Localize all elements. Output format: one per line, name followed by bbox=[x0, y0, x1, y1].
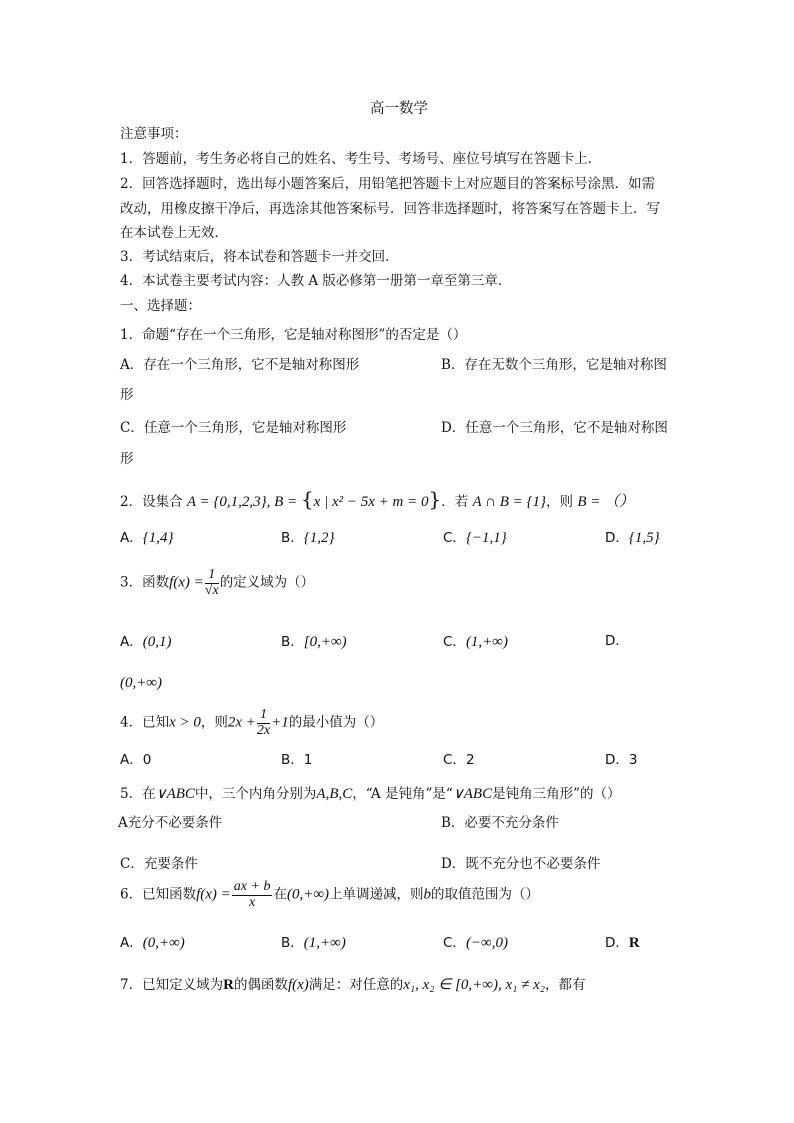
stem-part: ，都有 bbox=[544, 977, 586, 993]
question-3-stem bbox=[120, 568, 314, 598]
option-letter: C． bbox=[443, 752, 466, 768]
stem-part: 的偶函数 bbox=[233, 977, 288, 993]
question-5-option-a: A充分不必要条件 bbox=[118, 815, 223, 831]
option-letter: A． bbox=[120, 935, 143, 951]
question-3-option-d-wrap: (0,+∞) bbox=[120, 675, 163, 691]
question-3-option-d bbox=[605, 633, 629, 649]
option-letter: B． bbox=[281, 752, 304, 768]
question-3-tail: 的定义域为（） bbox=[219, 574, 315, 591]
notice-line: 1．答题前，考生务必将自己的姓名、考生号、考场号、座位号填写在答题卡上． bbox=[120, 151, 602, 167]
option-value: 3 bbox=[628, 752, 638, 768]
stem-part: 5．在 bbox=[120, 786, 156, 802]
question-2-option-d bbox=[605, 529, 660, 547]
question-2-mid: ．若 bbox=[441, 494, 469, 510]
option-value: 2 bbox=[465, 752, 475, 768]
question-4-mid: ，则 bbox=[200, 714, 228, 731]
stem-part: 满足：对任意的 bbox=[308, 977, 404, 993]
option-value: 0 bbox=[142, 752, 152, 768]
expression-part: +1 bbox=[271, 714, 289, 731]
option-letter: B． bbox=[281, 935, 304, 951]
option-letter: D． bbox=[605, 633, 629, 649]
option-letter: C． bbox=[443, 634, 466, 650]
question-6-option-b bbox=[281, 934, 346, 952]
notice-line: 改动，用橡皮擦干净后，再选涂其他答案标号．回答非选择题时，将答案写在答题卡上．写 bbox=[120, 201, 660, 217]
function-name: f(x) = bbox=[169, 574, 204, 591]
question-1-option-d-wrap: 形 bbox=[120, 451, 134, 467]
page-title: 高一数学 bbox=[370, 101, 428, 117]
question-2-b-equals: B = （） bbox=[577, 494, 635, 510]
question-2-tail: ，则 bbox=[546, 494, 574, 510]
stem-part: 在 bbox=[273, 886, 287, 903]
function-name: f(x) bbox=[287, 977, 309, 993]
option-value: {1,2} bbox=[303, 530, 335, 546]
option-value: {−1,1} bbox=[465, 530, 507, 546]
variable: b bbox=[423, 886, 432, 903]
numerator: 1 bbox=[205, 568, 219, 584]
expression-part: 2x + bbox=[227, 714, 256, 731]
stem-part: 7．已知定义域为 bbox=[120, 977, 224, 993]
option-value: [0,+∞) bbox=[303, 634, 347, 650]
option-letter: B． bbox=[281, 634, 304, 650]
question-2-stem bbox=[120, 487, 634, 511]
triangle-symbol: ∨ABC bbox=[155, 786, 195, 802]
question-2-set-a: A = {0,1,2,3}, B = bbox=[186, 494, 301, 510]
question-1-option-a: A．存在一个三角形，它不是轴对称图形 bbox=[120, 357, 360, 373]
option-letter: D． bbox=[605, 752, 629, 768]
option-value: 1 bbox=[303, 752, 313, 768]
question-1-option-b: B．存在无数个三角形，它是轴对称图 bbox=[441, 357, 667, 373]
stem-part: 上单调递减，则 bbox=[329, 886, 424, 903]
question-4-option-d bbox=[605, 752, 638, 768]
triangle-symbol: ∨ABC bbox=[452, 786, 493, 802]
question-5-option-b: B．必要不充分条件 bbox=[441, 815, 559, 831]
question-6-option-c bbox=[443, 934, 508, 952]
option-value: (1,+∞) bbox=[303, 935, 346, 951]
question-4-option-a bbox=[120, 752, 151, 768]
notice-line: 3．考试结束后，将本试卷和答题卡一并交回． bbox=[120, 249, 399, 265]
question-1-option-b-wrap: 形 bbox=[120, 387, 134, 403]
option-letter: B． bbox=[281, 530, 304, 546]
question-1-option-c: C．任意一个三角形，它是轴对称图形 bbox=[120, 420, 347, 436]
denominator: √x bbox=[204, 582, 219, 598]
numerator: 1 bbox=[257, 708, 270, 724]
option-value: (0,1) bbox=[142, 634, 172, 650]
question-3-option-a bbox=[120, 633, 172, 651]
notice-heading: 注意事项： bbox=[120, 126, 188, 142]
notice-line: 在本试卷上无效． bbox=[120, 225, 228, 241]
question-7-stem bbox=[120, 976, 585, 994]
condition: x₁, x₂ ∈ [0,+∞), x₁ ≠ x₂ bbox=[403, 977, 545, 993]
fraction bbox=[257, 708, 270, 738]
right-brace: } bbox=[428, 487, 442, 511]
stem-part: 的取值范围为（） bbox=[431, 886, 540, 903]
question-4-prefix: 4．已知 bbox=[120, 714, 170, 731]
fraction bbox=[232, 880, 273, 910]
question-6-option-a bbox=[120, 934, 185, 952]
left-brace: { bbox=[300, 487, 314, 511]
question-5-option-d: D．既不充分也不必要条件 bbox=[441, 856, 601, 872]
question-4-tail: 的最小值为（） bbox=[288, 714, 384, 731]
interval: (0,+∞) bbox=[286, 886, 330, 903]
option-value: (1,+∞) bbox=[465, 634, 508, 650]
option-value: {1,5} bbox=[628, 530, 660, 546]
option-value: R bbox=[628, 935, 640, 951]
stem-part: ，“A 是钝角”是“ bbox=[352, 786, 453, 802]
question-6-prefix: 6．已知函数 bbox=[120, 886, 197, 903]
function-name: f(x) = bbox=[196, 886, 231, 903]
question-3-prefix: 3．函数 bbox=[120, 574, 170, 591]
option-letter: A． bbox=[120, 530, 143, 546]
option-letter: C． bbox=[443, 530, 466, 546]
question-2-set-b: x | x² − 5x + m = 0 bbox=[313, 494, 429, 510]
question-2-condition: A ∩ B = {1} bbox=[472, 494, 547, 510]
stem-part: 中，三个内角分别为 bbox=[194, 786, 317, 802]
option-value: (−∞,0) bbox=[465, 935, 508, 951]
question-2-option-a bbox=[120, 529, 174, 547]
notice-line: 2．回答选择题时，选出每小题答案后，用铅笔把答题卡上对应题目的答案标号涂黑．如需 bbox=[120, 176, 656, 192]
option-value: (0,+∞) bbox=[142, 935, 185, 951]
question-3-option-b bbox=[281, 633, 347, 651]
option-letter: C． bbox=[443, 935, 466, 951]
question-2-option-c bbox=[443, 529, 507, 547]
numerator: ax + b bbox=[233, 879, 271, 894]
real-numbers-symbol: R bbox=[223, 977, 234, 993]
option-letter: A． bbox=[120, 634, 143, 650]
denominator: 2x bbox=[256, 722, 271, 738]
question-4-option-b bbox=[281, 752, 312, 768]
option-letter: D． bbox=[605, 935, 629, 951]
option-letter: A． bbox=[120, 752, 143, 768]
question-2-option-b bbox=[281, 529, 335, 547]
fraction bbox=[205, 568, 219, 598]
question-6-stem bbox=[120, 880, 539, 910]
question-2-prefix: 2．设集合 bbox=[120, 494, 183, 510]
question-1-option-d: D．任意一个三角形，它不是轴对称图 bbox=[441, 420, 668, 436]
question-4-option-c bbox=[443, 752, 475, 768]
question-4-condition: x > 0 bbox=[169, 714, 201, 731]
question-5-option-c: C．充要条件 bbox=[120, 856, 198, 872]
question-6-option-d bbox=[605, 934, 640, 952]
option-letter: D． bbox=[605, 530, 629, 546]
option-value: {1,4} bbox=[142, 530, 174, 546]
notice-line: 4．本试卷主要考试内容：人教 A 版必修第一册第一章至第三章． bbox=[120, 273, 512, 289]
question-4-stem bbox=[120, 708, 383, 738]
question-1-stem: 1．命题“存在一个三角形，它是轴对称图形”的否定是（） bbox=[120, 327, 467, 343]
stem-part: 是钝角三角形”的（） bbox=[492, 786, 621, 802]
section-heading: 一、选择题： bbox=[120, 298, 201, 314]
denominator: x bbox=[249, 894, 256, 910]
angle-names: A,B,C bbox=[316, 786, 353, 802]
question-5-stem bbox=[120, 785, 620, 803]
question-3-option-c bbox=[443, 633, 508, 651]
